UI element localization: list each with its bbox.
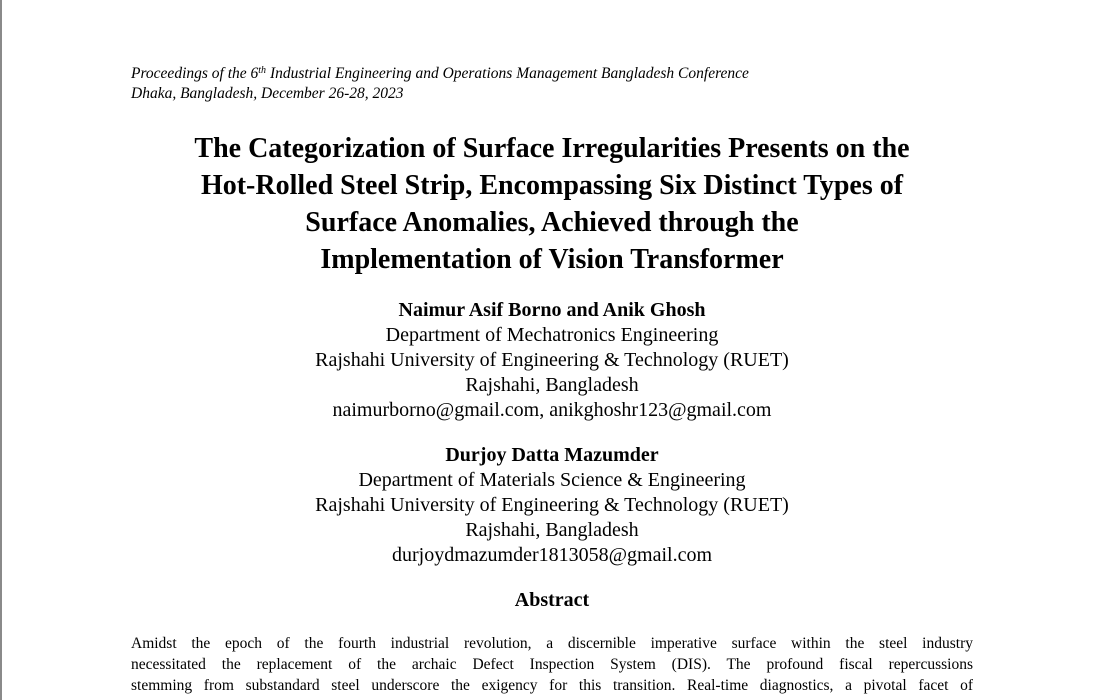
proceedings-prefix: Proceedings of the 6 — [131, 65, 259, 82]
conference-header — [131, 64, 749, 104]
title-line: Hot-Rolled Steel Strip, Encompassing Six Distinct Types of — [200, 170, 904, 201]
author-department: Department of Materials Science & Engineering — [358, 469, 746, 491]
title-line: Implementation of Vision Transformer — [320, 244, 784, 275]
author-location: Rajshahi, Bangladesh — [465, 374, 639, 396]
proceedings-suffix: Industrial Engineering and Operations Management Bangladesh Conference — [266, 65, 749, 82]
author-names: Naimur Asif Borno and Anik Ghosh — [398, 299, 706, 321]
author-block-2 — [100, 443, 1004, 568]
author-department: Department of Mechatronics Engineering — [385, 324, 719, 346]
author-university: Rajshahi University of Engineering & Technology (RUET) — [315, 349, 789, 371]
title-line: The Categorization of Surface Irregularities Presents on the — [194, 133, 910, 164]
page-left-edge — [0, 0, 2, 700]
abstract-body — [131, 633, 973, 696]
author-emails: durjoydmazumder1813058@gmail.com — [391, 544, 713, 566]
abstract-line: stemming from substandard steel underscore the exigency for this transition. Real-time diagnostics, a pivotal facet of — [131, 677, 973, 694]
author-location: Rajshahi, Bangladesh — [465, 519, 639, 541]
author-block-1 — [100, 298, 1004, 423]
title-line: Surface Anomalies, Achieved through the — [305, 207, 799, 238]
abstract-line: Amidst the epoch of the fourth industrial revolution, a discernible imperative surface within the steel industry — [131, 635, 973, 652]
paper-title — [100, 130, 1004, 278]
abstract-line: necessitated the replacement of the archaic Defect Inspection System (DIS). The profound fiscal repercussions — [131, 656, 973, 673]
author-university: Rajshahi University of Engineering & Technology (RUET) — [315, 494, 789, 516]
conference-location-date: Dhaka, Bangladesh, December 26-28, 2023 — [131, 85, 404, 102]
proceedings-line — [131, 64, 749, 84]
author-names: Durjoy Datta Mazumder — [445, 444, 659, 466]
author-emails: naimurborno@gmail.com, anikghoshr123@gmail.com — [332, 399, 772, 421]
proceedings-superscript: th — [258, 65, 267, 76]
abstract-heading: Abstract — [514, 589, 590, 611]
